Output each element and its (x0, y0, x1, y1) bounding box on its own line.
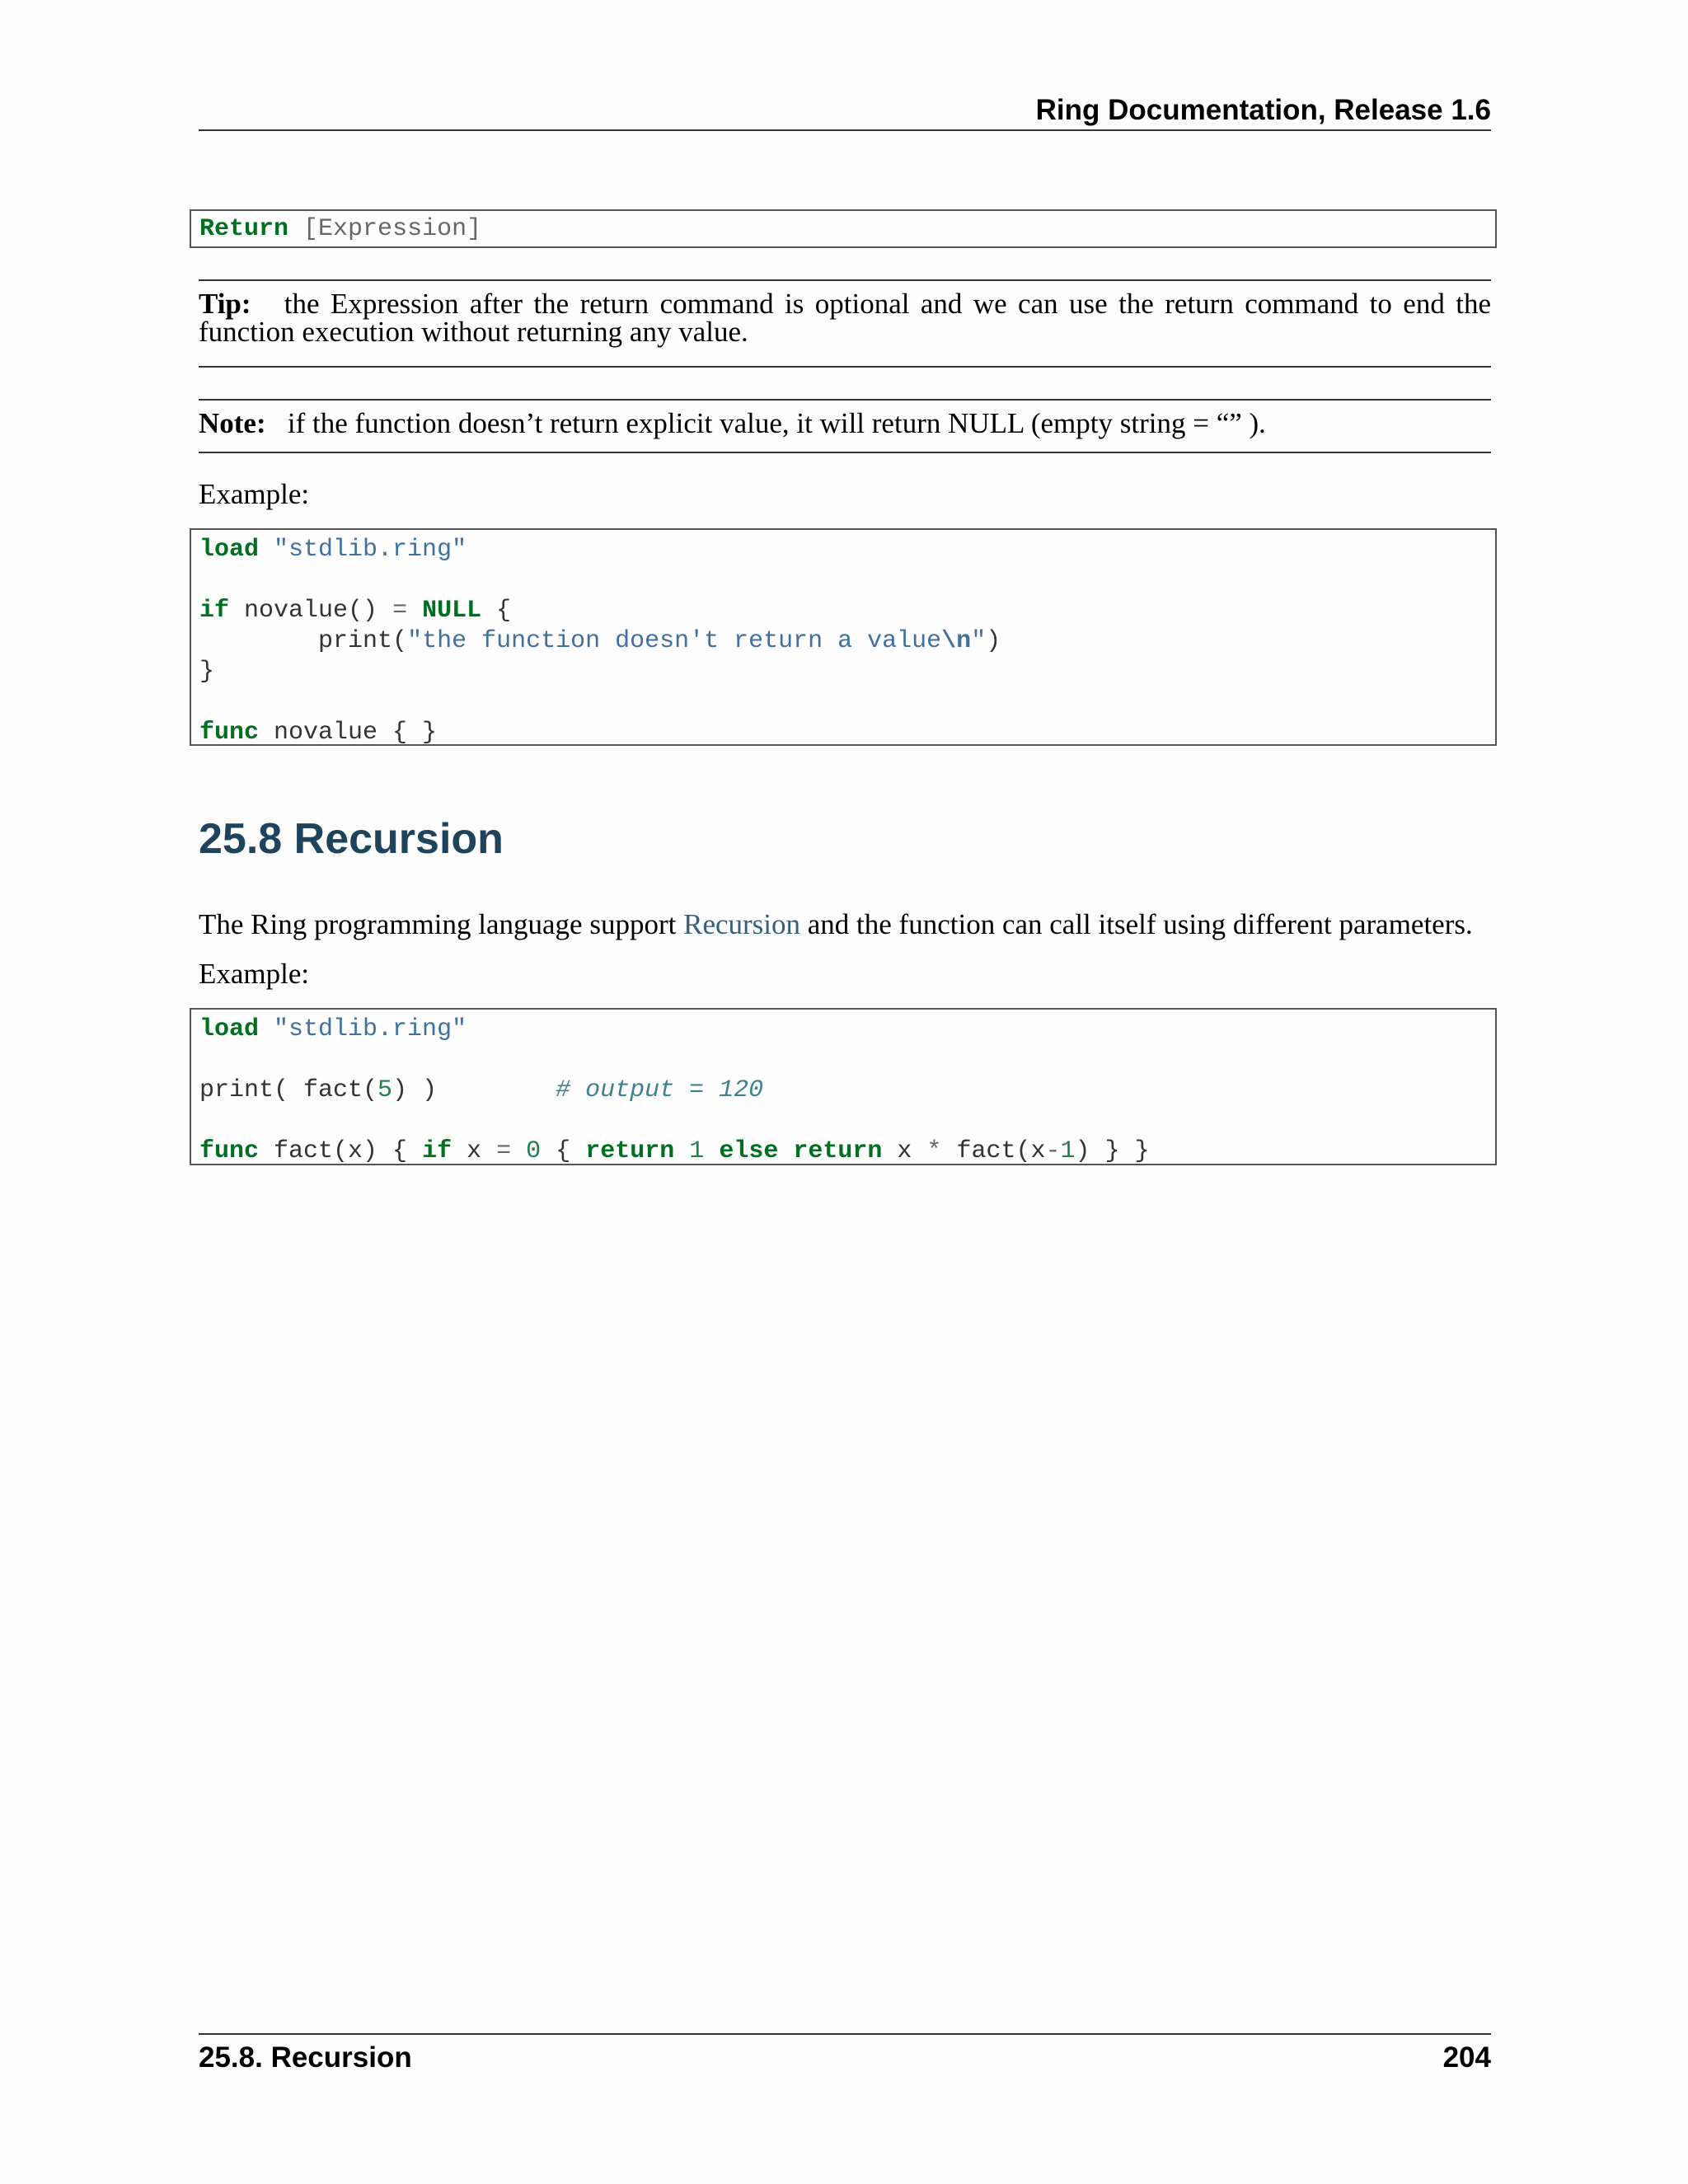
code-text: print( fact( (199, 1076, 378, 1104)
recursion-code-block (190, 1008, 1497, 1165)
intro-text: and the function can call itself using different parameters. (800, 908, 1473, 940)
code-number: 0 (526, 1137, 542, 1165)
intro-text: The Ring programming language support (199, 908, 684, 940)
code-keyword: Return (199, 215, 289, 243)
code-keyword: if (199, 597, 230, 625)
code-text: ) ) (392, 1076, 438, 1104)
code-keyword: load (199, 536, 260, 564)
code-text: { (496, 597, 512, 625)
code-text: x (897, 1137, 912, 1165)
code-operator: * (926, 1137, 942, 1165)
note-admonition (199, 407, 1491, 439)
code-string: "stdlib.ring" (274, 1015, 467, 1043)
tip-top-rule (199, 279, 1491, 281)
code-keyword: NULL (422, 597, 482, 625)
code-operator: = (496, 1137, 512, 1165)
code-text: } (199, 658, 215, 686)
note-top-rule (199, 399, 1491, 401)
footer-section: 25.8. Recursion (199, 2041, 412, 2074)
code-keyword: else (719, 1137, 779, 1165)
code-keyword: if (422, 1137, 452, 1165)
example-label: Example: (199, 958, 310, 990)
section-intro (199, 908, 1473, 941)
note-bottom-rule (199, 452, 1491, 453)
header-rule (199, 129, 1491, 131)
code-string: " (971, 627, 987, 655)
code-keyword: func (199, 1137, 260, 1165)
code-keyword: load (199, 1015, 260, 1043)
code-text: ) (986, 627, 1001, 655)
code-text: print( (318, 627, 408, 655)
code-text: x (467, 1137, 482, 1165)
tip-bottom-rule (199, 366, 1491, 368)
tip-label: Tip: (199, 288, 251, 320)
code-operator: - (1045, 1137, 1061, 1165)
code-text: { (556, 1137, 571, 1165)
example-code-block (190, 528, 1497, 746)
running-header: Ring Documentation, Release 1.6 (1035, 94, 1491, 126)
tip-admonition (199, 290, 1491, 346)
code-operator: = (392, 597, 408, 625)
code-escape: \n (941, 627, 972, 655)
tip-text: the Expression after the return command is optional and we can use the return command to end the function execution without returning any value. (199, 288, 1491, 348)
code-text: novalue { } (274, 719, 438, 746)
code-text: fact(x (956, 1137, 1046, 1165)
note-text: if the function doesn’t return explicit value, it will return NULL (empty string = “” ). (287, 407, 1266, 439)
code-text: ) } } (1075, 1137, 1150, 1165)
code-arg: [Expression] (303, 215, 482, 243)
code-string: "stdlib.ring" (274, 536, 467, 564)
code-text: novalue() (244, 597, 378, 625)
code-number: 1 (1060, 1137, 1076, 1165)
footer-rule (199, 2033, 1491, 2035)
note-label: Note: (199, 407, 266, 439)
code-comment: # output = 120 (556, 1076, 764, 1104)
code-keyword: return (793, 1137, 883, 1165)
syntax-code-block (190, 209, 1497, 248)
example-label: Example: (199, 478, 310, 510)
page-number: 204 (1442, 2041, 1491, 2074)
code-number: 5 (377, 1076, 393, 1104)
code-text: fact(x) { (274, 1137, 408, 1165)
code-keyword: return (585, 1137, 675, 1165)
code-number: 1 (689, 1137, 705, 1165)
section-title: 25.8 Recursion (199, 815, 504, 863)
code-keyword: func (199, 719, 260, 746)
code-string: "the function doesn't return a value (407, 627, 942, 655)
recursion-link[interactable]: Recursion (683, 908, 801, 940)
